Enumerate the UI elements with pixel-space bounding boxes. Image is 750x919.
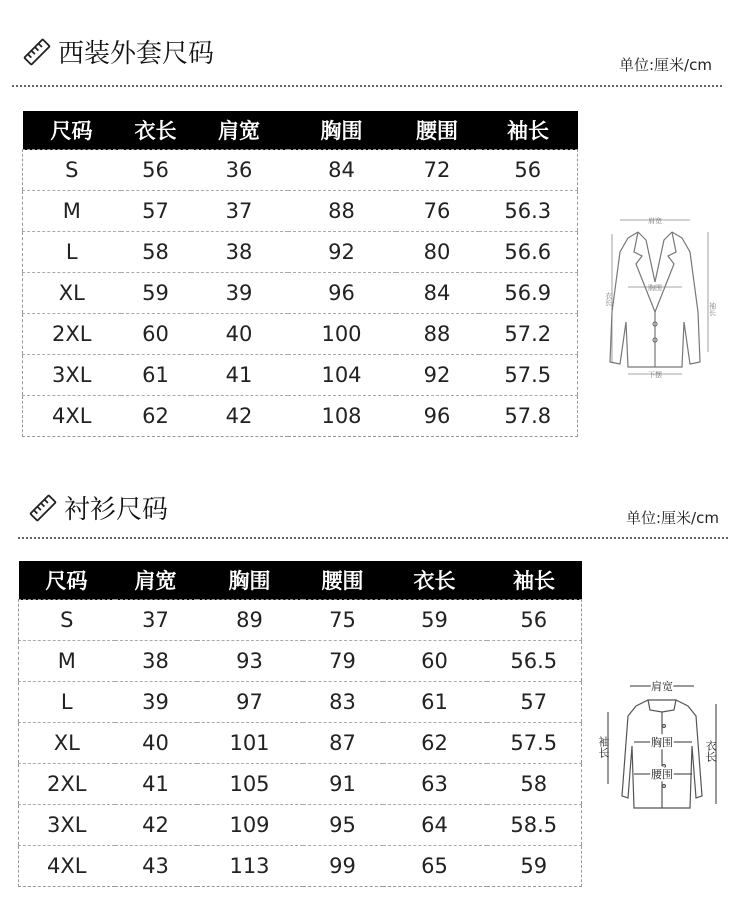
- table-cell: 36: [225, 158, 253, 182]
- shirt-size-table: [18, 561, 582, 887]
- table-cell: 4XL: [23, 396, 121, 437]
- table-cell: 104: [288, 355, 396, 396]
- table-cell: 58: [487, 764, 582, 805]
- shirt-diagram: [598, 676, 728, 830]
- suit-unit-label: 单位:厘米/cm: [619, 56, 712, 74]
- table-cell: 56: [514, 158, 542, 182]
- table-cell: M: [23, 191, 121, 232]
- suit-divider: [12, 85, 722, 87]
- table-cell: 40: [191, 314, 288, 355]
- column-header: 袖长: [487, 561, 582, 600]
- shirt-fig-waist: 腰围: [651, 769, 673, 781]
- table-cell: 113: [197, 846, 303, 887]
- table-cell: 39: [115, 682, 197, 723]
- suit-section-title: [22, 33, 214, 70]
- table-row: [23, 396, 578, 437]
- table-row: [19, 764, 582, 805]
- shirt-fig-chest: 胸围: [651, 737, 673, 749]
- table-cell: L: [19, 682, 115, 723]
- suit-fig-sleeve: 袖长: [708, 302, 716, 316]
- table-cell: S: [65, 158, 79, 182]
- suit-fig-shoulder: 肩宽: [648, 218, 662, 225]
- table-cell: L: [23, 232, 121, 273]
- table-cell: XL: [19, 723, 115, 764]
- table-header-row: [23, 111, 578, 150]
- column-header: 腰围: [396, 111, 479, 150]
- table-cell: 92: [288, 232, 396, 273]
- shirt-fig-length: 衣长: [704, 740, 716, 762]
- shirt-unit-label: 单位:厘米/cm: [626, 509, 719, 527]
- table-cell: 84: [396, 273, 479, 314]
- table-cell: 38: [115, 641, 197, 682]
- table-cell: 59: [487, 846, 582, 887]
- table-cell: 59: [121, 273, 191, 314]
- shirt-fig-shoulder: 肩宽: [651, 681, 673, 693]
- table-cell: 42: [191, 396, 288, 437]
- column-header: 衣长: [121, 111, 191, 150]
- table-cell: 56.5: [487, 641, 582, 682]
- table-cell: 92: [396, 355, 479, 396]
- table-cell: 56.9: [479, 273, 578, 314]
- ruler-icon: [22, 37, 52, 67]
- column-header: 袖长: [479, 111, 578, 150]
- table-cell: 76: [396, 191, 479, 232]
- suit-fig-chest: 胸围: [648, 285, 662, 292]
- suit-title-text: 西装外套尺码: [58, 39, 215, 69]
- shirt-title-text: 衬衫尺码: [64, 495, 169, 525]
- table-cell: 61: [383, 682, 487, 723]
- table-cell: 64: [383, 805, 487, 846]
- table-cell: 4XL: [19, 846, 115, 887]
- table-cell: 83: [303, 682, 383, 723]
- table-cell: 57: [487, 682, 582, 723]
- table-cell: 56.6: [479, 232, 578, 273]
- table-row: [19, 723, 582, 764]
- table-cell: 105: [197, 764, 303, 805]
- column-header: 胸围: [197, 561, 303, 600]
- column-header: 衣长: [383, 561, 487, 600]
- table-cell: 56: [520, 608, 548, 632]
- table-cell: 43: [115, 846, 197, 887]
- table-cell: 42: [115, 805, 197, 846]
- table-row: [19, 846, 582, 887]
- table-cell: 56: [142, 158, 169, 182]
- table-cell: 57: [121, 191, 191, 232]
- table-cell: XL: [23, 273, 121, 314]
- table-cell: 39: [191, 273, 288, 314]
- table-cell: 88: [288, 191, 396, 232]
- table-cell: 84: [328, 158, 355, 182]
- table-cell: 99: [303, 846, 383, 887]
- table-cell: 80: [396, 232, 479, 273]
- table-cell: 101: [197, 723, 303, 764]
- table-cell: 75: [329, 608, 356, 632]
- table-row: [19, 682, 582, 723]
- table-cell: 95: [303, 805, 383, 846]
- table-cell: 57.5: [479, 355, 578, 396]
- table-cell: 37: [142, 608, 169, 632]
- column-header: 肩宽: [115, 561, 197, 600]
- table-cell: 72: [423, 158, 451, 182]
- suit-jacket-diagram: [590, 212, 730, 386]
- table-cell: 91: [303, 764, 383, 805]
- table-cell: 41: [191, 355, 288, 396]
- table-row: [23, 273, 578, 314]
- column-header: 肩宽: [191, 111, 288, 150]
- table-cell: 57.8: [479, 396, 578, 437]
- table-cell: 41: [115, 764, 197, 805]
- table-cell: 61: [121, 355, 191, 396]
- table-cell: 108: [288, 396, 396, 437]
- table-cell: 97: [197, 682, 303, 723]
- table-cell: 37: [191, 191, 288, 232]
- table-cell: S: [60, 608, 74, 632]
- suit-fig-hem: 下摆: [648, 372, 662, 379]
- table-cell: 2XL: [19, 764, 115, 805]
- table-cell: 65: [383, 846, 487, 887]
- shirt-section-title: [28, 489, 168, 526]
- table-cell: 57.2: [479, 314, 578, 355]
- table-cell: 62: [383, 723, 487, 764]
- table-row: [23, 191, 578, 232]
- table-cell: 3XL: [19, 805, 115, 846]
- table-cell: 40: [115, 723, 197, 764]
- ruler-icon: [28, 493, 58, 523]
- table-cell: 60: [383, 641, 487, 682]
- table-cell: 93: [197, 641, 303, 682]
- table-cell: 59: [421, 608, 448, 632]
- table-cell: 109: [197, 805, 303, 846]
- table-cell: 56.3: [479, 191, 578, 232]
- table-cell: 79: [303, 641, 383, 682]
- table-row: [23, 150, 578, 191]
- table-cell: 3XL: [23, 355, 121, 396]
- shirt-fig-sleeve: 袖长: [598, 736, 609, 758]
- table-cell: 96: [396, 396, 479, 437]
- table-row: [19, 600, 582, 641]
- table-cell: 2XL: [23, 314, 121, 355]
- suit-size-table: [22, 111, 578, 437]
- column-header: 胸围: [288, 111, 396, 150]
- shirt-divider: [18, 537, 728, 539]
- table-cell: 89: [236, 608, 263, 632]
- column-header: 尺码: [19, 561, 115, 600]
- table-cell: 96: [288, 273, 396, 314]
- suit-fig-length: 衣长: [604, 292, 612, 306]
- table-row: [19, 805, 582, 846]
- table-header-row: [19, 561, 582, 600]
- table-cell: 88: [396, 314, 479, 355]
- table-cell: 63: [383, 764, 487, 805]
- table-row: [23, 314, 578, 355]
- table-cell: 60: [121, 314, 191, 355]
- table-cell: 58: [121, 232, 191, 273]
- table-cell: 38: [191, 232, 288, 273]
- table-cell: 58.5: [487, 805, 582, 846]
- table-row: [23, 232, 578, 273]
- table-cell: M: [19, 641, 115, 682]
- table-row: [19, 641, 582, 682]
- table-cell: 87: [303, 723, 383, 764]
- table-cell: 62: [121, 396, 191, 437]
- column-header: 腰围: [303, 561, 383, 600]
- column-header: 尺码: [23, 111, 121, 150]
- table-cell: 100: [288, 314, 396, 355]
- table-row: [23, 355, 578, 396]
- table-cell: 57.5: [487, 723, 582, 764]
